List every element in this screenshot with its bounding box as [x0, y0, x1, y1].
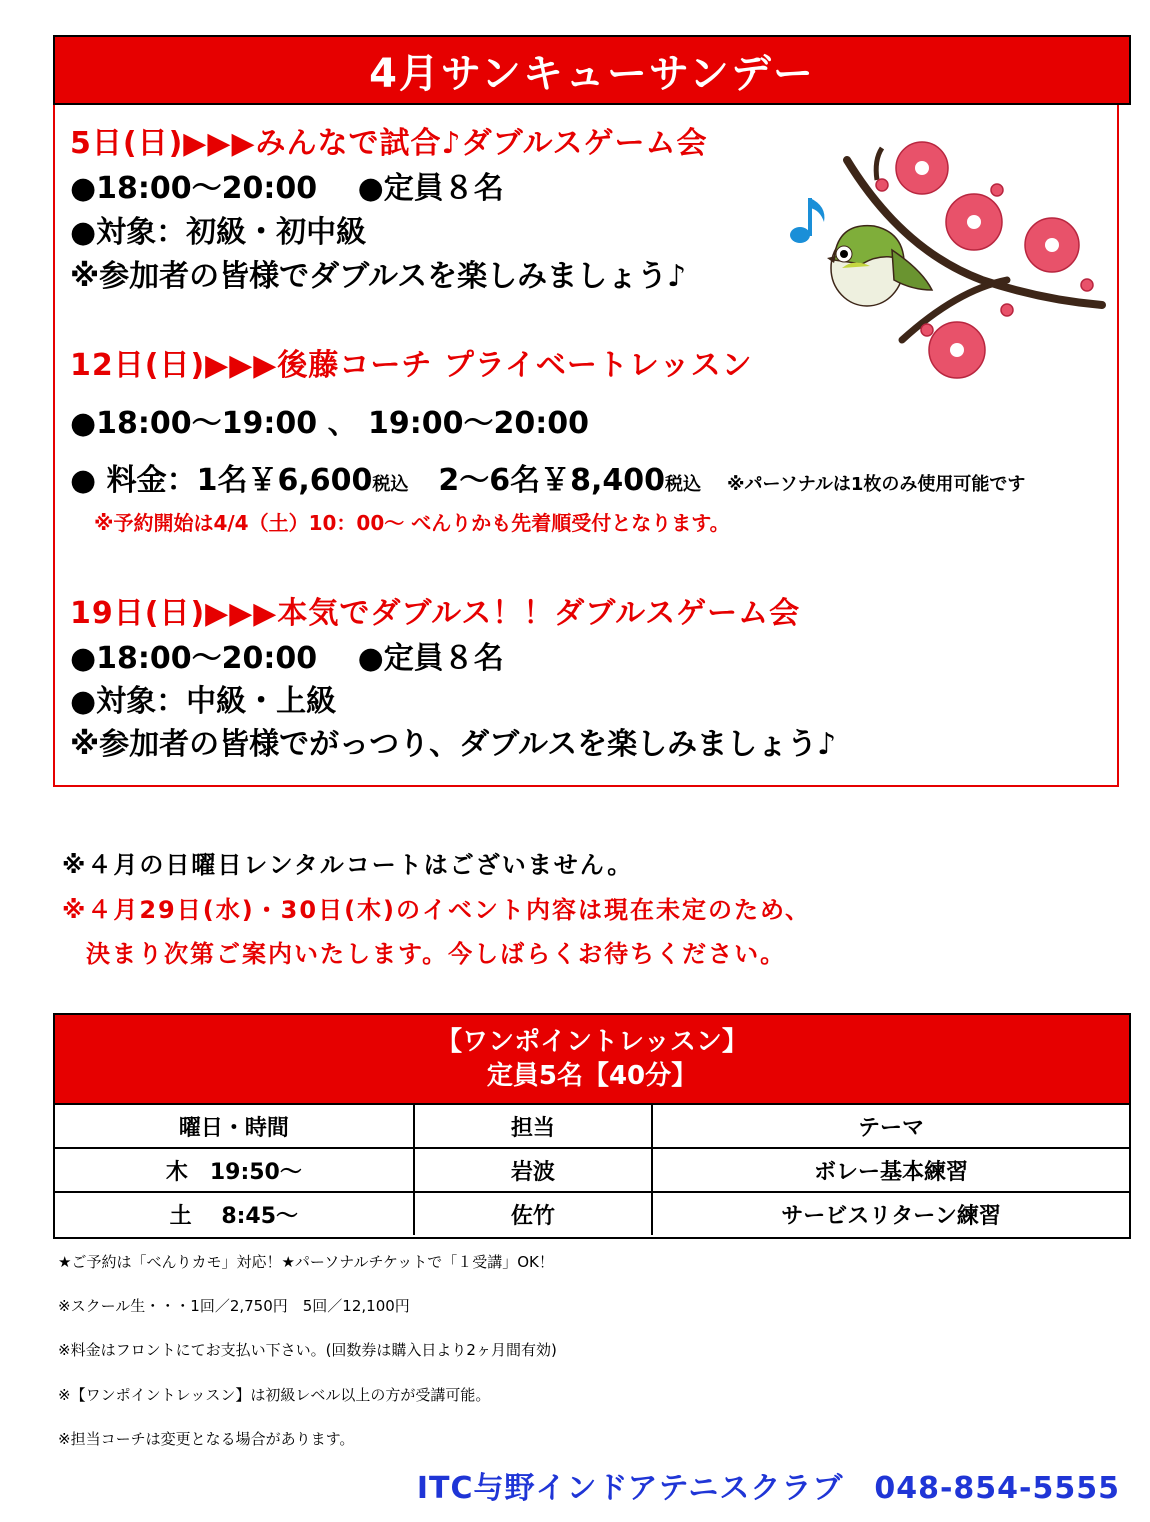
event-1-heading: 5日(日)▶▶▶みんなで試合♪ダブルスゲーム会 [70, 126, 708, 161]
bird-on-plum-branch-icon [782, 140, 1112, 390]
tax-label: 税込 [372, 474, 409, 495]
undecided-notice-line-2: 決まり次第ご案内いたします。今しばらくお待ちください。 [86, 940, 787, 968]
table-cell: 佐竹 [414, 1192, 652, 1235]
table-cell: 木 19:50～ [55, 1148, 414, 1192]
event-3-target: ●対象：中級・上級 [70, 684, 337, 719]
table-row [55, 1192, 1129, 1235]
footnote-payment: ※料金はフロントにてお支払い下さい。(回数券は購入日より2ヶ月間有効) [58, 1341, 557, 1359]
table-cell: 土 8:45～ [55, 1192, 414, 1235]
lesson-schedule [55, 1105, 1129, 1235]
table-row [55, 1148, 1129, 1192]
club-name-phone: ITC与野インドアテニスクラブ 048-854-5555 [416, 1471, 1120, 1506]
column-header: 担当 [414, 1105, 652, 1148]
reservation-note: ※予約開始は4/4（土）10：00～ べんりかも先着順受付となります。 [94, 511, 730, 535]
footnote-reservation: ★ご予約は「べんりカモ」対応！★パーソナルチケットで「１受講」OK！ [58, 1253, 554, 1271]
one-point-lesson-table [53, 1013, 1131, 1239]
fee-group: 2～6名￥8,400 [408, 463, 666, 498]
footnote-level: ※【ワンポイントレッスン】は初級レベル以上の方が受講可能。 [58, 1386, 491, 1404]
fee-single: ● 料金：1名￥6,600 [70, 463, 373, 498]
event-2-fee-line [70, 455, 1025, 499]
personal-ticket-note: ※パーソナルは1枚のみ使用可能です [727, 474, 1026, 495]
event-3-time-capacity: ●18:00～20:00 ●定員８名 [70, 641, 504, 676]
lesson-table-capacity: 定員5名【40分】 [486, 1061, 698, 1091]
footnote-coach-change: ※担当コーチは変更となる場合があります。 [58, 1430, 355, 1448]
event-1-time-capacity: ●18:00～20:00 ●定員８名 [70, 171, 504, 206]
column-header: テーマ [652, 1105, 1129, 1148]
rental-court-notice: ※４月の日曜日レンタルコートはございません。 [62, 851, 634, 879]
music-note-icon [790, 198, 824, 243]
event-3-note: ※参加者の皆様でがっつり、ダブルスを楽しみましょう♪ [70, 727, 837, 762]
event-1-note: ※参加者の皆様でダブルスを楽しみましょう♪ [70, 259, 687, 294]
table-cell: ボレー基本練習 [652, 1148, 1129, 1192]
table-cell: 岩波 [414, 1148, 652, 1192]
lesson-table-header [55, 1015, 1129, 1105]
column-header: 曜日・時間 [55, 1105, 414, 1148]
event-3-heading: 19日(日)▶▶▶本気でダブルス！！ダブルスゲーム会 [70, 596, 801, 631]
lesson-table-title: 【ワンポイントレッスン】 [436, 1027, 748, 1057]
event-2-heading: 12日(日)▶▶▶後藤コーチ プライベートレッスン [70, 348, 753, 383]
event-2-times: ●18:00～19:00 、 19:00～20:00 [70, 406, 590, 441]
table-header-row [55, 1105, 1129, 1148]
page-title: 4月サンキューサンデー [53, 35, 1131, 105]
tax-label: 税込 [665, 474, 702, 495]
undecided-notice-line-1: ※４月29日(水)・30日(木)のイベント内容は現在未定のため、 [62, 896, 812, 924]
footnote-price: ※スクール生・・・1回／2,750円 5回／12,100円 [58, 1297, 410, 1315]
table-cell: サービスリターン練習 [652, 1192, 1129, 1235]
event-1-target: ●対象：初級・初中級 [70, 215, 367, 250]
